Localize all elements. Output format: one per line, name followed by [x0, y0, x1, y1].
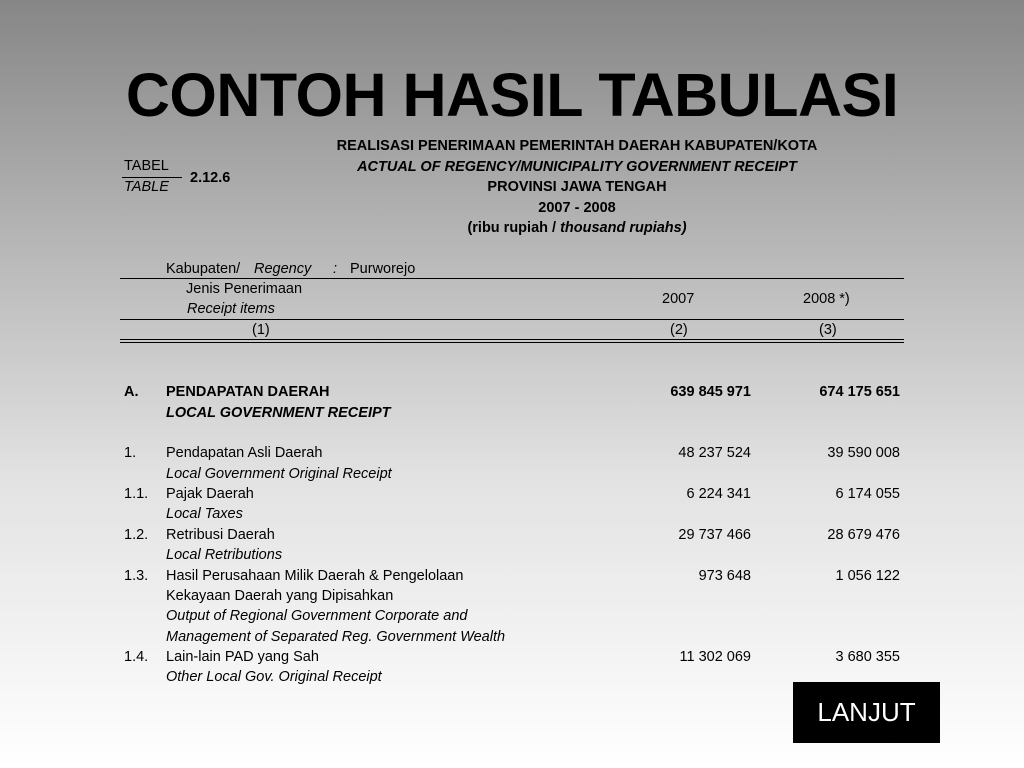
row-label-en: Local Taxes [166, 506, 243, 522]
column-index-2: (2) [670, 322, 688, 338]
row-number: 1. [124, 445, 137, 461]
header-double-rule-bottom [120, 342, 904, 343]
column-index-3: (3) [819, 322, 837, 338]
row-value-2007: 6 224 341 [686, 486, 751, 502]
region-separator: : [333, 261, 338, 277]
heading-unit-en: thousand rupiahs) [560, 220, 687, 236]
column-index-1: (1) [252, 322, 270, 338]
table-label-id: TABEL [124, 158, 169, 174]
header-mid-rule [120, 319, 904, 320]
heading-unit-id: (ribu rupiah / [467, 220, 561, 236]
row-label-en: Local Retributions [166, 547, 283, 563]
row-number: A. [124, 384, 139, 400]
row-label-en: Other Local Gov. Original Receipt [166, 669, 382, 685]
row-number: 1.3. [124, 568, 149, 584]
row-label-id: Retribusi Daerah [166, 527, 275, 543]
row-label-id: Pendapatan Asli Daerah [166, 445, 323, 461]
heading-line-3: PROVINSI JAWA TENGAH [487, 179, 667, 195]
region-label-en: Regency [254, 261, 312, 277]
table-number: 2.12.6 [190, 170, 231, 186]
region-value: Purworejo [350, 261, 416, 277]
column-item-id: Jenis Penerimaan [186, 281, 303, 297]
heading-line-5 [276, 220, 878, 236]
column-item-en: Receipt items [187, 301, 275, 317]
row-value-2007: 11 302 069 [679, 649, 751, 665]
row-value-2008: 3 680 355 [835, 649, 900, 665]
row-number: 1.1. [124, 486, 149, 502]
row-label-id: PENDAPATAN DAERAH [166, 384, 330, 400]
row-label-id: Pajak Daerah [166, 486, 254, 502]
row-label-id: Hasil Perusahaan Milik Daerah & Pengelolaan [166, 568, 464, 584]
row-label-en: LOCAL GOVERNMENT RECEIPT [166, 405, 391, 421]
row-value-2008: 674 175 651 [819, 384, 900, 400]
row-label-id-cont: Kekayaan Daerah yang Dipisahkan [166, 588, 394, 604]
region-label-id: Kabupaten/ [166, 261, 241, 277]
row-label-id: Lain-lain PAD yang Sah [166, 649, 319, 665]
column-year-2007: 2007 [662, 291, 695, 307]
row-value-2008: 1 056 122 [835, 568, 900, 584]
row-label-en-cont: Management of Separated Reg. Government Wealth [166, 629, 506, 645]
heading-line-4: 2007 - 2008 [538, 200, 616, 216]
row-label-en: Local Government Original Receipt [166, 466, 392, 482]
page-title: CONTOH HASIL TABULASI [125, 61, 899, 129]
row-label-en: Output of Regional Government Corporate and [166, 608, 468, 624]
row-value-2007: 639 845 971 [670, 384, 751, 400]
row-number: 1.2. [124, 527, 149, 543]
heading-line-1: REALISASI PENERIMAAN PEMERINTAH DAERAH KABUPATEN/KOTA [336, 138, 818, 154]
table-label-en: TABLE [124, 179, 169, 195]
row-value-2008: 39 590 008 [827, 445, 900, 461]
heading-line-2: ACTUAL OF REGENCY/MUNICIPALITY GOVERNMENT RECEIPT [357, 159, 797, 175]
row-number: 1.4. [124, 649, 149, 665]
row-value-2008: 28 679 476 [827, 527, 900, 543]
next-button[interactable]: LANJUT [793, 682, 940, 743]
header-top-rule [120, 278, 904, 279]
row-value-2008: 6 174 055 [835, 486, 900, 502]
table-label-divider [122, 177, 182, 178]
column-year-2008: 2008 *) [803, 291, 850, 307]
row-value-2007: 48 237 524 [678, 445, 751, 461]
row-value-2007: 973 648 [698, 568, 751, 584]
header-double-rule-top [120, 339, 904, 340]
row-value-2007: 29 737 466 [678, 527, 751, 543]
